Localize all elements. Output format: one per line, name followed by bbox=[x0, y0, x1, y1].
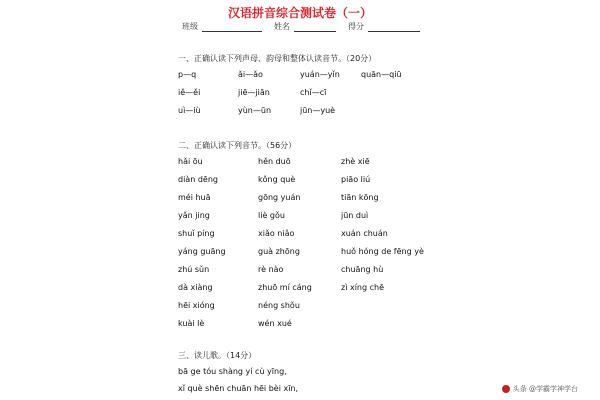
s2-r5-c2: huǒ hóng de fēng yè bbox=[341, 247, 424, 256]
s1-r2-c1: yùn—ūn bbox=[238, 106, 272, 115]
watermark-text: 头条 @学霸学神学台 bbox=[512, 385, 578, 393]
s2-r1-c1: kǒng què bbox=[258, 175, 296, 184]
s2-r2-c0: méi huā bbox=[178, 193, 211, 202]
name-blank bbox=[294, 22, 336, 32]
section3-lines bbox=[178, 367, 498, 397]
s2-r7-c2: zì xíng chē bbox=[341, 283, 385, 292]
s2-r1-c2: piāo liú bbox=[341, 175, 371, 184]
s2-r7-c1: zhuō mí cáng bbox=[258, 283, 312, 292]
s1-r0-c0: p—q bbox=[178, 70, 197, 79]
poem-line-1: bā ge tóu shàng yí cù yīng, bbox=[178, 367, 287, 376]
s2-r4-c2: xuán chuán bbox=[341, 229, 388, 238]
s2-r6-c1: rè nào bbox=[258, 265, 284, 274]
section3-title-text: 三、读儿歌。（14分） bbox=[178, 351, 257, 360]
section2-grid bbox=[178, 157, 478, 337]
s2-r3-c0: yǎn jing bbox=[178, 211, 210, 220]
watermark bbox=[502, 384, 578, 394]
s2-r7-c0: dà xiàng bbox=[178, 283, 213, 292]
page-title: 汉语拼音综合测试卷（一） bbox=[227, 6, 372, 20]
s2-r2-c1: gōng yuán bbox=[258, 193, 301, 202]
s1-r1-c2: chǐ—cī bbox=[300, 88, 327, 97]
s2-r4-c1: xiǎo niǎo bbox=[258, 229, 295, 238]
s2-r3-c2: jūn duì bbox=[341, 211, 369, 220]
section2-title bbox=[178, 140, 296, 151]
s2-r8-c0: hēi xióng bbox=[178, 301, 215, 310]
s2-r9-c0: kuài lè bbox=[178, 319, 205, 328]
s2-r3-c1: liè gǒu bbox=[258, 211, 285, 220]
s2-r0-c0: hǎi ōu bbox=[178, 157, 203, 166]
watermark-logo-icon bbox=[502, 385, 510, 393]
s2-r5-c1: guà zhōng bbox=[258, 247, 300, 256]
class-label: 班级 bbox=[182, 22, 198, 31]
s1-r0-c1: ǎi—ǎo bbox=[238, 70, 263, 79]
section2-title-text: 二、正确认读下列音节。（56分） bbox=[178, 141, 297, 150]
s2-r5-c0: yáng guāng bbox=[178, 247, 226, 256]
s1-r0-c2: yuán—yǐn bbox=[300, 70, 340, 79]
s2-r4-c0: shuǐ píng bbox=[178, 229, 215, 238]
s1-r2-c2: jūn—yuè bbox=[300, 106, 336, 115]
section1-grid bbox=[178, 70, 478, 120]
s1-r1-c1: jiē—jiān bbox=[238, 88, 270, 97]
score-field bbox=[348, 21, 420, 32]
s2-r0-c1: hěn duō bbox=[258, 157, 291, 166]
s2-r9-c1: wén xué bbox=[258, 319, 292, 328]
s1-r2-c0: uì—iù bbox=[178, 106, 201, 115]
s2-r8-c1: néng shǒu bbox=[258, 301, 300, 310]
score-blank bbox=[368, 22, 420, 32]
class-blank bbox=[202, 22, 262, 32]
s2-r6-c0: zhú sǔn bbox=[178, 265, 210, 274]
s1-r1-c0: iě—ěi bbox=[178, 88, 201, 97]
info-row bbox=[182, 21, 420, 32]
poem-line-2: xǐ què shēn chuān hēi bèi xīn, bbox=[178, 384, 299, 393]
name-field bbox=[274, 21, 336, 32]
s1-r0-c3: quān—qiū bbox=[361, 70, 402, 79]
s2-r2-c2: tiān kōng bbox=[341, 193, 379, 202]
s2-r1-c0: diàn dēng bbox=[178, 175, 218, 184]
s2-r0-c2: zhè xiē bbox=[341, 157, 370, 166]
s2-r6-c2: chuāng hù bbox=[341, 265, 384, 274]
score-label: 得分 bbox=[348, 22, 364, 31]
name-label: 姓名 bbox=[274, 22, 290, 31]
class-field bbox=[182, 21, 262, 32]
section1-title-text: 一、正确认读下列声母、韵母和整体认读音节。（20分） bbox=[178, 54, 377, 63]
section1-title bbox=[178, 53, 376, 64]
section3-title bbox=[178, 350, 256, 361]
